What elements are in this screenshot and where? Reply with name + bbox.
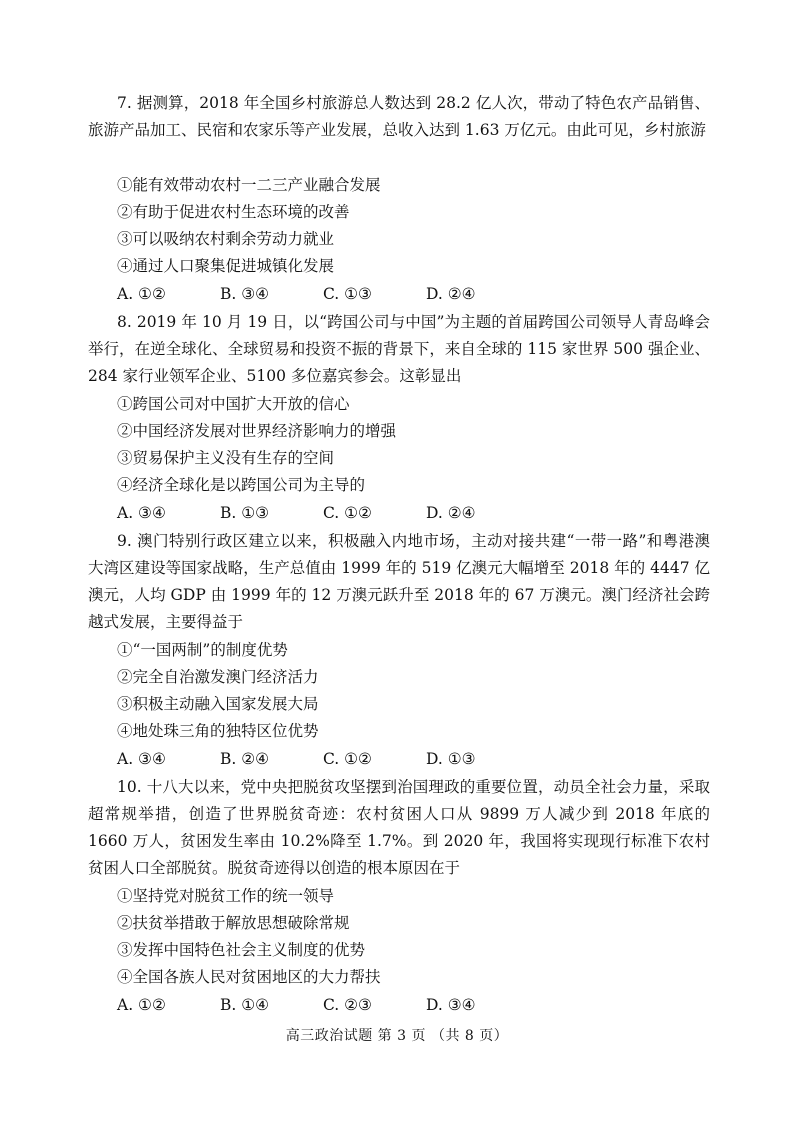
question-7-stem: 7. 据测算，2018 年全国乡村旅游总人数达到 28.2 亿人次，带动了特色农产品销售、旅游产品加工、民宿和农家乐等产业发展，总收入达到 1.63 万亿元。由此可见，乡村旅游: [88, 94, 710, 139]
question-8-stem: 8. 2019 年 10 月 19 日，以“跨国公司与中国”为主题的首届跨国公司领导人青岛峰会举行，在逆全球化、全球贸易和投资不振的背景下，来自全球的 115 家世界 500 强企业、284 家行业领军企业、5100 多位嘉宾参会。这彰显出: [88, 313, 710, 385]
question-8-option-2: ②中国经济发展对世界经济影响力的增强: [117, 422, 397, 440]
question-10-option-3: ③发挥中国特色社会主义制度的优势: [117, 941, 366, 959]
question-10-option-2: ②扶贫举措敢于解放思想破除常规: [117, 914, 350, 932]
question-9-answer-c[interactable]: C. ①②: [323, 750, 372, 768]
question-9-option-2: ②完全自治激发澳门经济活力: [117, 668, 319, 686]
question-8-answer-c[interactable]: C. ①②: [323, 504, 372, 522]
question-9-answer-a[interactable]: A. ③④: [117, 750, 166, 768]
question-10-answer-a[interactable]: A. ①②: [117, 996, 166, 1014]
question-9-answers: [117, 746, 476, 773]
page-footer: 高三政治试题 第 3 页 （共 8 页）: [285, 1028, 509, 1044]
question-7-answers: [117, 281, 476, 308]
question-10-answer-b[interactable]: B. ①④: [220, 996, 270, 1014]
question-8-option-3: ③贸易保护主义没有生存的空间: [117, 449, 335, 467]
question-9-option-4: ④地处珠三角的独特区位优势: [117, 722, 319, 740]
question-7-option-1: ①能有效带动农村一二三产业融合发展: [117, 176, 381, 194]
question-9-answer-b[interactable]: B. ②④: [220, 750, 270, 768]
question-7-option-4: ④通过人口聚集促进城镇化发展: [117, 257, 335, 275]
question-9-option-1: ①“一国两制”的制度优势: [117, 641, 288, 659]
question-9-answer-d[interactable]: D. ①③: [426, 750, 476, 768]
question-8-option-1: ①跨国公司对中国扩大开放的信心: [117, 395, 350, 413]
question-7-option-2: ②有助于促进农村生态环境的改善: [117, 203, 350, 221]
question-8-answer-b[interactable]: B. ①③: [220, 504, 270, 522]
question-10-answer-c[interactable]: C. ②③: [323, 996, 372, 1014]
question-8-answer-d[interactable]: D. ②④: [426, 504, 476, 522]
question-10-option-1: ①坚持党对脱贫工作的统一领导: [117, 887, 335, 905]
question-7-answer-a[interactable]: A. ①②: [117, 285, 166, 303]
question-10-option-4: ④全国各族人民对贫困地区的大力帮扶: [117, 968, 381, 986]
question-10-answer-d[interactable]: D. ③④: [426, 996, 476, 1014]
question-7-option-3: ③可以吸纳农村剩余劳动力就业: [117, 230, 335, 248]
question-9-stem: 9. 澳门特别行政区建立以来，积极融入内地市场，主动对接共建“一带一路”和粤港澳大湾区建设等国家战略，生产总值由 1999 年的 519 亿澳元大幅增至 2018 年的 4447 亿澳元，人均 GDP 由 1999 年的 12 万澳元跃升至 2018 年的 67 万澳元。澳门经济社会跨越式发展，主要得益于: [88, 532, 710, 631]
question-7-answer-c[interactable]: C. ①③: [323, 285, 372, 303]
question-8-answers: [117, 500, 476, 527]
question-8-answer-a[interactable]: A. ③④: [117, 504, 166, 522]
question-7-answer-d[interactable]: D. ②④: [426, 285, 476, 303]
question-10-stem: 10. 十八大以来，党中央把脱贫攻坚摆到治国理政的重要位置，动员全社会力量，采取超常规举措，创造了世界脱贫奇迹：农村贫困人口从 9899 万人减少到 2018 年底的 1660 万人，贫困发生率由 10.2%降至 1.7%。到 2020 年，我国将实现现行标准下农村贫困人口全部脱贫。脱贫奇迹得以创造的根本原因在于: [88, 778, 710, 877]
question-8-option-4: ④经济全球化是以跨国公司为主导的: [117, 476, 366, 494]
question-10-answers: [117, 992, 476, 1019]
question-9-option-3: ③积极主动融入国家发展大局: [117, 695, 319, 713]
question-7-answer-b[interactable]: B. ③④: [220, 285, 270, 303]
